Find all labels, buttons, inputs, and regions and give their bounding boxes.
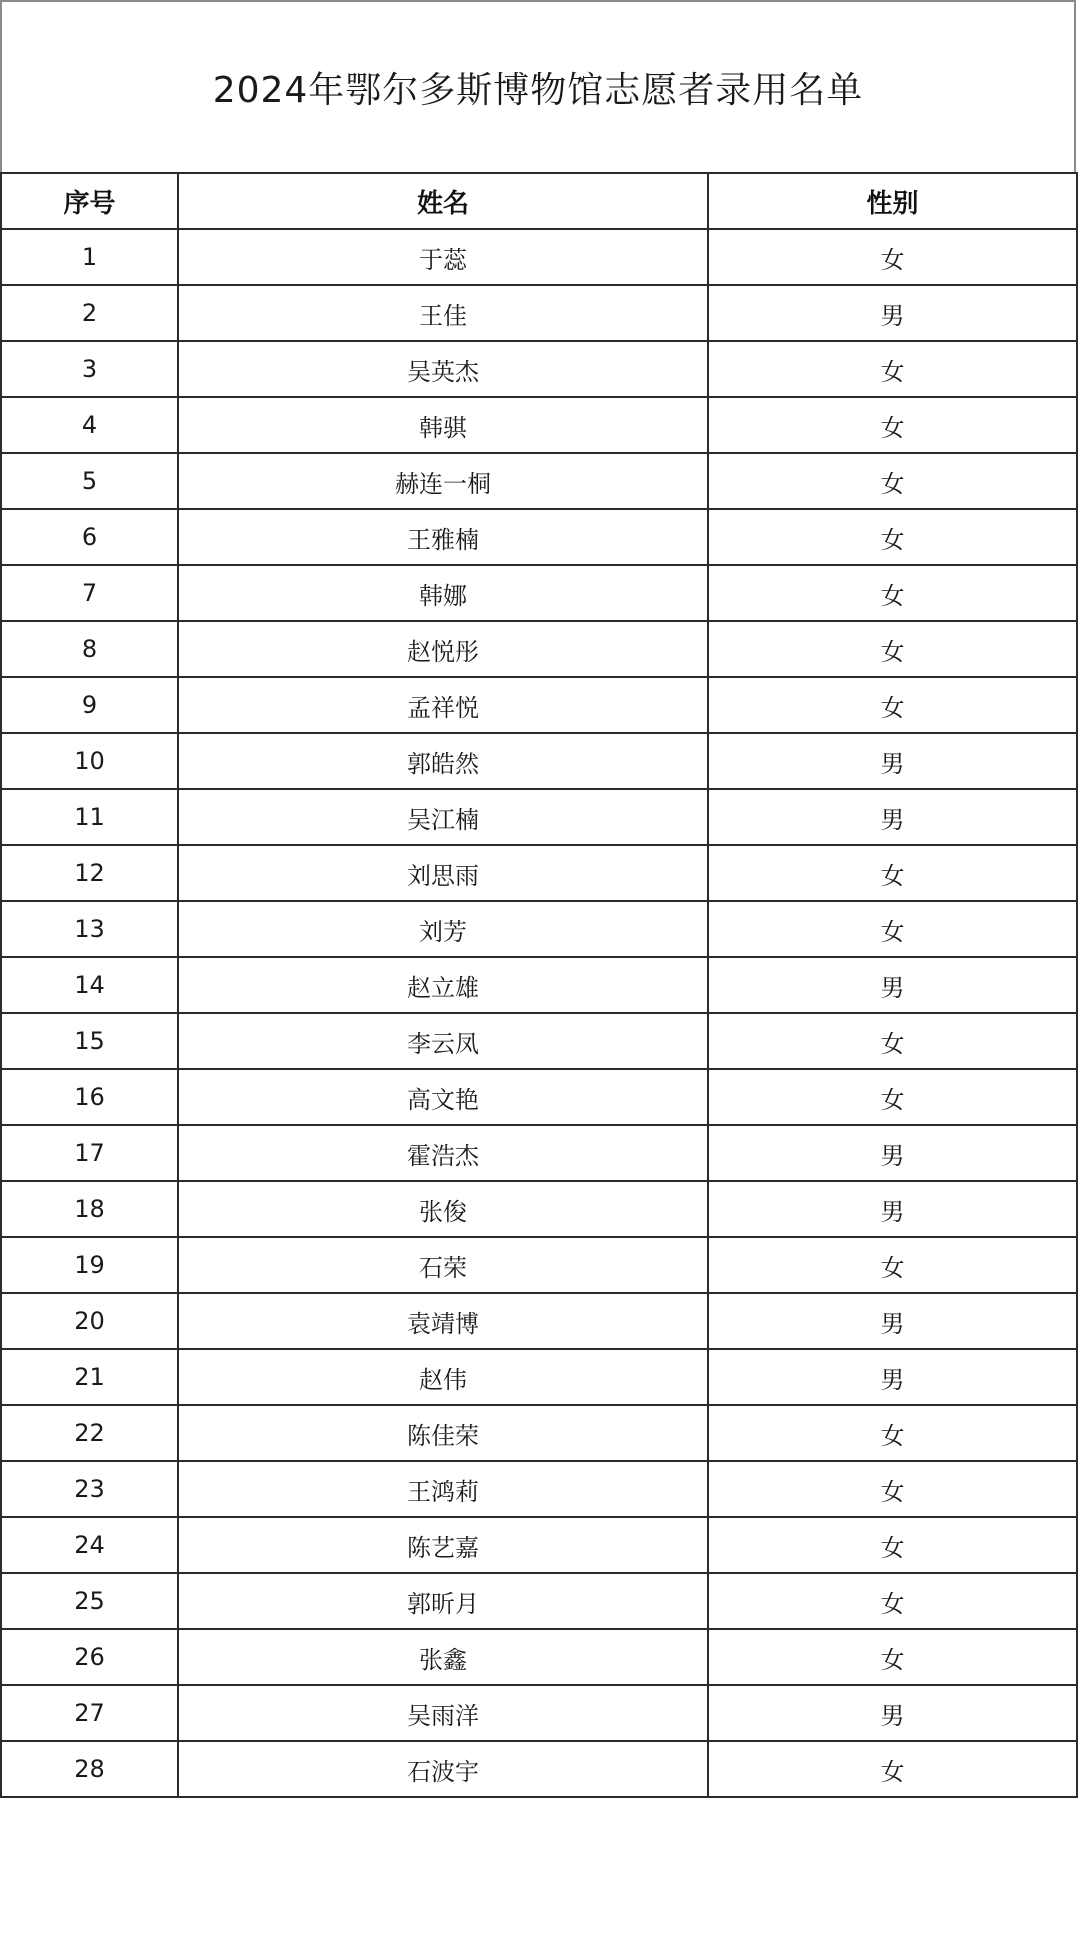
cell-number: 9 <box>1 677 178 733</box>
table-row <box>1 1181 1077 1237</box>
table-row <box>1 1013 1077 1069</box>
cell-number: 14 <box>1 957 178 1013</box>
cell-number: 3 <box>1 341 178 397</box>
table-row <box>1 621 1077 677</box>
table-row <box>1 229 1077 285</box>
cell-number: 28 <box>1 1741 178 1797</box>
table-row <box>1 1517 1077 1573</box>
cell-number: 19 <box>1 1237 178 1293</box>
cell-gender: 男 <box>708 1349 1077 1405</box>
page-title: 2024年鄂尔多斯博物馆志愿者录用名单 <box>212 69 864 111</box>
cell-number: 20 <box>1 1293 178 1349</box>
cell-gender: 男 <box>708 1293 1077 1349</box>
cell-name: 李云凤 <box>178 1013 708 1069</box>
table-row <box>1 1237 1077 1293</box>
table-row <box>1 845 1077 901</box>
table-row <box>1 957 1077 1013</box>
table-row <box>1 565 1077 621</box>
table-header-row <box>1 173 1077 229</box>
cell-name: 韩娜 <box>178 565 708 621</box>
table-row <box>1 1125 1077 1181</box>
cell-gender: 男 <box>708 285 1077 341</box>
cell-number: 6 <box>1 509 178 565</box>
cell-gender: 男 <box>708 733 1077 789</box>
cell-number: 12 <box>1 845 178 901</box>
table-row <box>1 1573 1077 1629</box>
page-bottom-edge <box>0 1931 1076 1950</box>
cell-number: 27 <box>1 1685 178 1741</box>
table-row <box>1 1741 1077 1797</box>
cell-gender: 女 <box>708 1069 1077 1125</box>
cell-name: 张俊 <box>178 1181 708 1237</box>
cell-gender: 女 <box>708 1237 1077 1293</box>
table-row <box>1 453 1077 509</box>
roster-table <box>0 172 1078 1798</box>
cell-number: 8 <box>1 621 178 677</box>
cell-name: 于蕊 <box>178 229 708 285</box>
column-header-gender: 性别 <box>708 173 1077 229</box>
title-box <box>0 0 1076 172</box>
cell-number: 11 <box>1 789 178 845</box>
cell-gender: 女 <box>708 845 1077 901</box>
cell-number: 7 <box>1 565 178 621</box>
cell-name: 石波宇 <box>178 1741 708 1797</box>
cell-number: 26 <box>1 1629 178 1685</box>
cell-name: 王佳 <box>178 285 708 341</box>
table-row <box>1 341 1077 397</box>
cell-gender: 女 <box>708 1461 1077 1517</box>
table-row <box>1 733 1077 789</box>
cell-gender: 女 <box>708 565 1077 621</box>
cell-name: 袁靖博 <box>178 1293 708 1349</box>
table-row <box>1 1629 1077 1685</box>
cell-name: 陈佳荣 <box>178 1405 708 1461</box>
table-row <box>1 1405 1077 1461</box>
cell-gender: 男 <box>708 1685 1077 1741</box>
cell-gender: 女 <box>708 453 1077 509</box>
cell-name: 赫连一桐 <box>178 453 708 509</box>
cell-name: 赵立雄 <box>178 957 708 1013</box>
cell-number: 15 <box>1 1013 178 1069</box>
cell-number: 25 <box>1 1573 178 1629</box>
cell-name: 刘芳 <box>178 901 708 957</box>
cell-number: 22 <box>1 1405 178 1461</box>
cell-name: 王雅楠 <box>178 509 708 565</box>
cell-number: 10 <box>1 733 178 789</box>
table-row <box>1 677 1077 733</box>
table-row <box>1 1461 1077 1517</box>
cell-gender: 女 <box>708 677 1077 733</box>
table-row <box>1 789 1077 845</box>
cell-name: 孟祥悦 <box>178 677 708 733</box>
cell-number: 21 <box>1 1349 178 1405</box>
cell-gender: 女 <box>708 229 1077 285</box>
cell-number: 17 <box>1 1125 178 1181</box>
cell-gender: 男 <box>708 789 1077 845</box>
cell-gender: 女 <box>708 341 1077 397</box>
cell-number: 18 <box>1 1181 178 1237</box>
cell-gender: 女 <box>708 1405 1077 1461</box>
table-row <box>1 901 1077 957</box>
column-header-number: 序号 <box>1 173 178 229</box>
cell-name: 吴江楠 <box>178 789 708 845</box>
cell-name: 陈艺嘉 <box>178 1517 708 1573</box>
cell-gender: 女 <box>708 1629 1077 1685</box>
cell-number: 24 <box>1 1517 178 1573</box>
cell-gender: 女 <box>708 1741 1077 1797</box>
cell-name: 吴英杰 <box>178 341 708 397</box>
table-row <box>1 285 1077 341</box>
cell-gender: 男 <box>708 1125 1077 1181</box>
cell-gender: 女 <box>708 1013 1077 1069</box>
cell-name: 霍浩杰 <box>178 1125 708 1181</box>
cell-name: 赵悦彤 <box>178 621 708 677</box>
cell-name: 郭昕月 <box>178 1573 708 1629</box>
cell-gender: 男 <box>708 957 1077 1013</box>
cell-number: 2 <box>1 285 178 341</box>
cell-name: 韩骐 <box>178 397 708 453</box>
column-header-name: 姓名 <box>178 173 708 229</box>
table-row <box>1 1349 1077 1405</box>
table-row <box>1 1293 1077 1349</box>
cell-gender: 女 <box>708 1573 1077 1629</box>
cell-name: 刘思雨 <box>178 845 708 901</box>
cell-name: 高文艳 <box>178 1069 708 1125</box>
cell-gender: 女 <box>708 1517 1077 1573</box>
cell-gender: 女 <box>708 509 1077 565</box>
table-row <box>1 397 1077 453</box>
table-body <box>1 229 1077 1797</box>
cell-gender: 女 <box>708 901 1077 957</box>
table-row <box>1 1069 1077 1125</box>
cell-number: 4 <box>1 397 178 453</box>
cell-gender: 男 <box>708 1181 1077 1237</box>
table-row <box>1 1685 1077 1741</box>
cell-gender: 女 <box>708 397 1077 453</box>
cell-number: 1 <box>1 229 178 285</box>
cell-name: 石荣 <box>178 1237 708 1293</box>
cell-number: 16 <box>1 1069 178 1125</box>
cell-number: 23 <box>1 1461 178 1517</box>
table-row <box>1 509 1077 565</box>
cell-name: 王鸿莉 <box>178 1461 708 1517</box>
cell-name: 张鑫 <box>178 1629 708 1685</box>
cell-number: 13 <box>1 901 178 957</box>
cell-number: 5 <box>1 453 178 509</box>
cell-gender: 女 <box>708 621 1077 677</box>
cell-name: 吴雨洋 <box>178 1685 708 1741</box>
cell-name: 郭皓然 <box>178 733 708 789</box>
cell-name: 赵伟 <box>178 1349 708 1405</box>
